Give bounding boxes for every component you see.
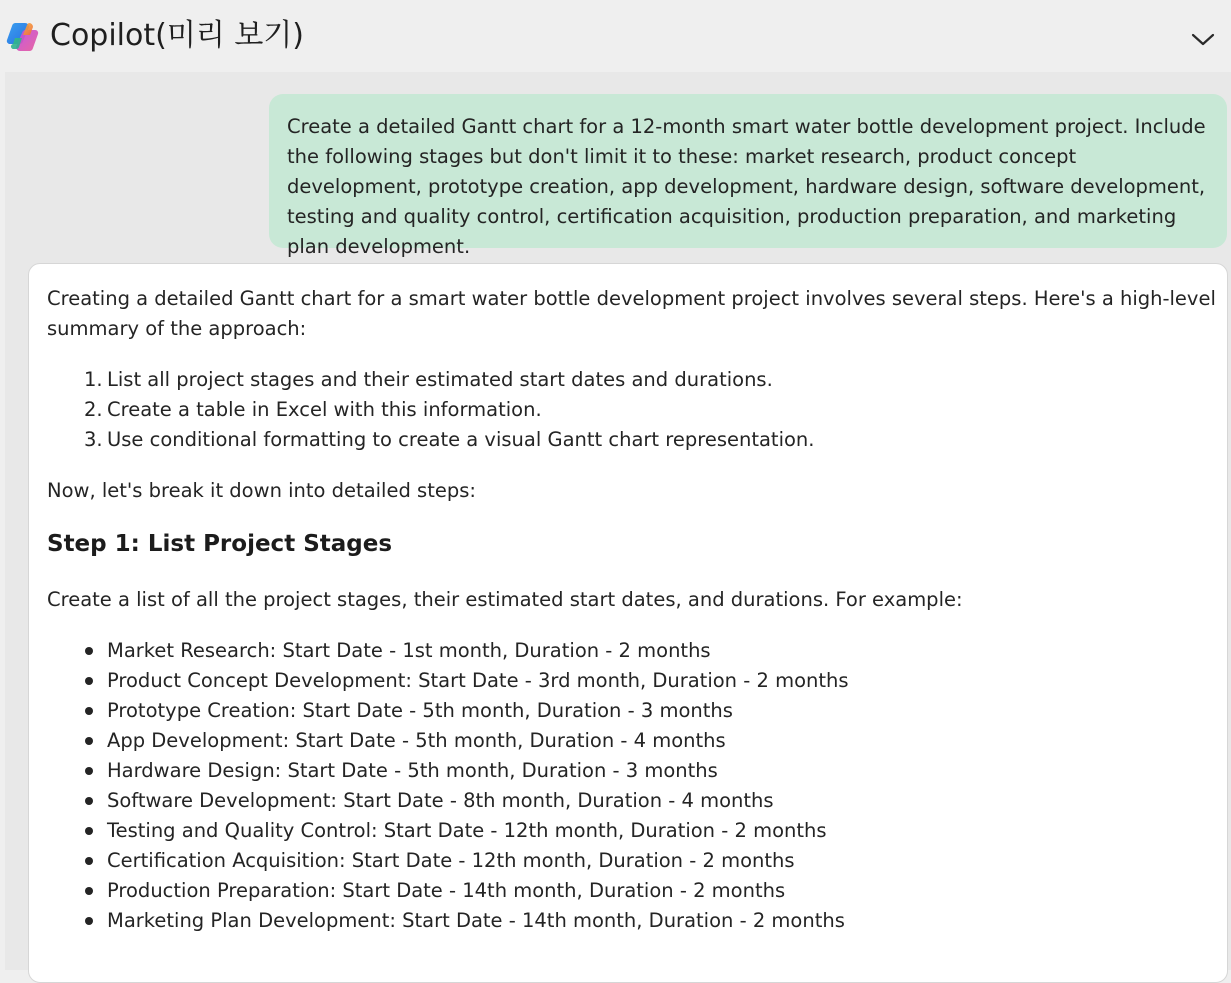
list-item-number: 1. [84, 368, 103, 391]
bullet-icon [85, 647, 93, 655]
user-message-text: Create a detailed Gantt chart for a 12-month smart water bottle development project. Include the following stages but don't limit it to these: market research, product concept development, prototype creation, app development, hardware design, software development, testing and quality control, certification acquisition, production preparation, and marketing plan development. [287, 115, 1206, 258]
list-item-text: Certification Acquisition: Start Date - 12th month, Duration - 2 months [107, 849, 795, 872]
bullet-icon [85, 887, 93, 895]
list-item-number: 3. [84, 428, 103, 451]
app-title: Copilot(미리 보기) [50, 18, 304, 53]
user-message-bubble [269, 94, 1227, 258]
bullet-icon [85, 677, 93, 685]
bullet-icon [85, 797, 93, 805]
list-item-text: Use conditional formatting to create a visual Gantt chart representation. [107, 428, 815, 451]
list-item-text: Testing and Quality Control: Start Date - 12th month, Duration - 2 months [107, 819, 827, 842]
bullet-icon [85, 857, 93, 865]
list-item-text: App Development: Start Date - 5th month, Duration - 4 months [107, 729, 726, 752]
bullet-icon [85, 767, 93, 775]
list-item-number: 2. [84, 398, 103, 421]
response-intro-line-2: summary of the approach: [47, 317, 307, 340]
step1-heading: Step 1: List Project Stages [47, 531, 393, 557]
list-item-text: Production Preparation: Start Date - 14th month, Duration - 2 months [107, 879, 786, 902]
step1-intro: Create a list of all the project stages, their estimated start dates, and durations. For example: [47, 588, 963, 611]
bullet-icon [85, 917, 93, 925]
list-item-text: Prototype Creation: Start Date - 5th month, Duration - 3 months [107, 699, 733, 722]
list-item-text: List all project stages and their estimated start dates and durations. [107, 368, 773, 391]
app-header [0, 0, 1231, 72]
list-item-text: Market Research: Start Date - 1st month, Duration - 2 months [107, 639, 711, 662]
copilot-logo-icon [6, 20, 40, 54]
response-intro-line-1: Creating a detailed Gantt chart for a smart water bottle development project involves several steps. Here's a high-level [47, 287, 1216, 310]
bullet-icon [85, 737, 93, 745]
chevron-down-icon[interactable] [1188, 28, 1218, 50]
list-item-text: Create a table in Excel with this information. [107, 398, 542, 421]
list-item-text: Software Development: Start Date - 8th month, Duration - 4 months [107, 789, 774, 812]
response-transition: Now, let's break it down into detailed steps: [47, 479, 476, 502]
list-item-text: Marketing Plan Development: Start Date - 14th month, Duration - 2 months [107, 909, 845, 932]
bullet-icon [85, 707, 93, 715]
bullet-icon [85, 827, 93, 835]
list-item-text: Hardware Design: Start Date - 5th month, Duration - 3 months [107, 759, 718, 782]
list-item-text: Product Concept Development: Start Date - 3rd month, Duration - 2 months [107, 669, 849, 692]
